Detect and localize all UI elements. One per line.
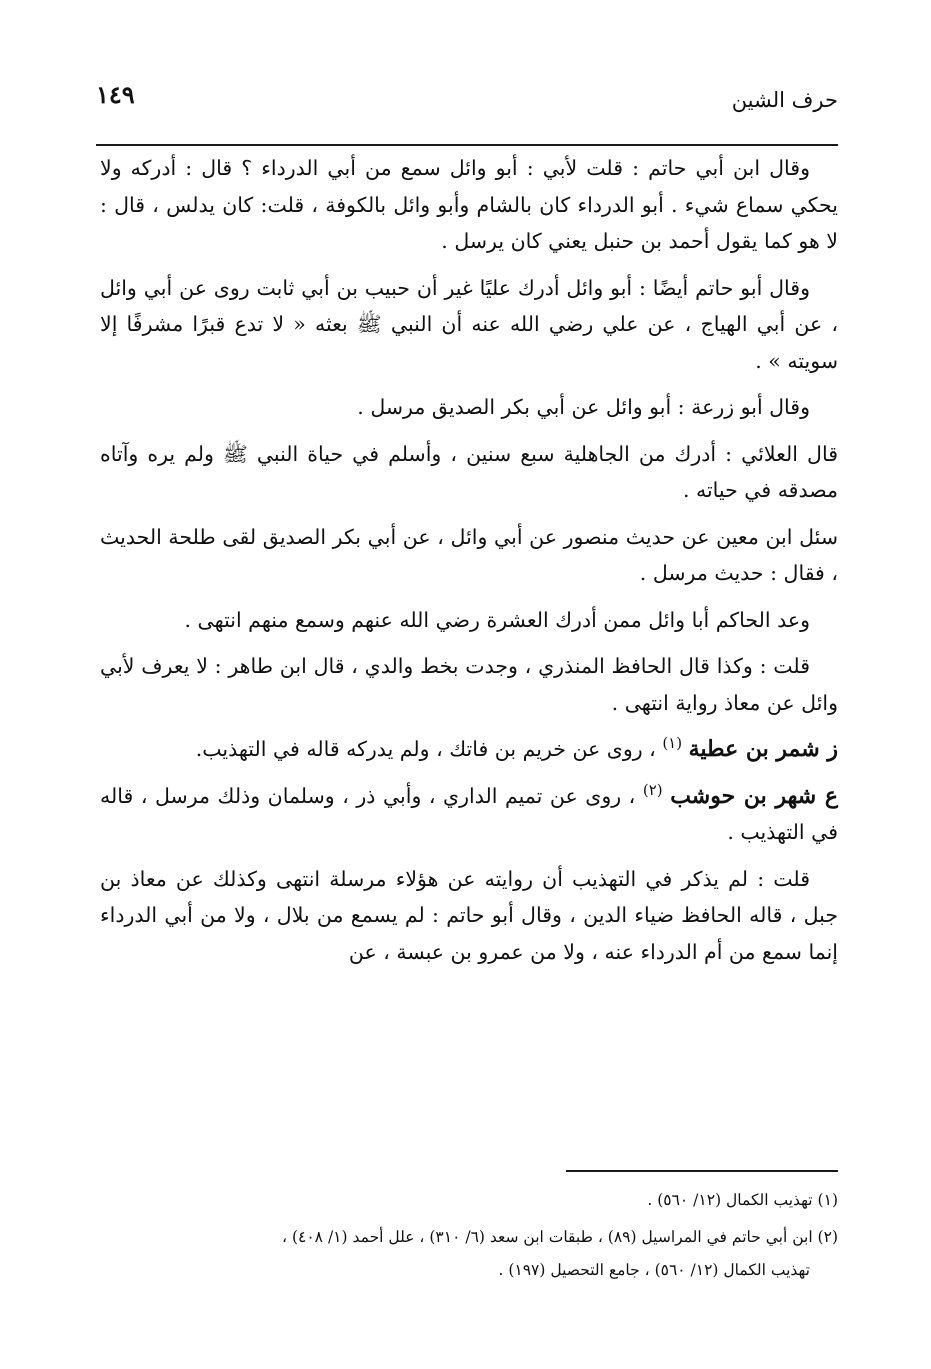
entry-name: ز شمر بن عطية [688,736,838,762]
footnote-ref[interactable]: (١) [662,734,683,753]
footnote-1 [96,1184,838,1217]
footnote-ref[interactable]: (٢) [642,780,663,799]
footnotes [96,1184,838,1291]
main-text [100,150,838,980]
paragraph-ibn-main: سئل ابن معين عن حديث منصور عن أبي وائل ، عن أبي بكر الصديق لقى طلحة الحديث ، فقال : حديث مرسل . [100,524,838,585]
header-rule [96,144,838,146]
footnote-text: (١) تهذيب الكمال (١٢/ ٥٦٠) . [647,1191,838,1209]
paragraph-closing: قلت : لم يذكر في التهذيب أن روايته عن هؤلاء مرسلة انتهى وكذلك عن معاذ بن جبل ، قاله الحافظ ضياء الدين ، وقال أبو حاتم : لم يسمع من بلال ، ولا من أبي الدرداء إنما سمع من أم الدرداء عنه ، ولا من عمرو بن عبسة ، عن [100,866,838,964]
running-title: حرف الشين [731,88,838,112]
footnote-text: (٢) ابن أبي حاتم في المراسيل (٨٩) ، طبقات ابن سعد (٦/ ٣١٠) ، علل أحمد (١/ ٤٠٨) ، [282,1228,838,1246]
paragraph-alai: قال العلائي : أدرك من الجاهلية سبع سنين ، وأسلم في حياة النبي ﷺ ولم يره وآتاه مصدقه في حياته . [100,441,838,502]
entry-text: ، روى عن خريم بن فاتك ، ولم يدركه قاله في التهذيب. [195,737,656,761]
paragraph-abu-zura: وقال أبو زرعة : أبو وائل عن أبي بكر الصديق مرسل . [357,395,810,419]
entry-shahr [100,778,838,851]
entry-text: ، روى عن تميم الداري ، وأبي ذر ، وسلمان وذلك مرسل ، قاله في التهذيب . [100,783,838,844]
footnote-continuation: تهذيب الكمال (١٢/ ٥٦٠) ، جامع التحصيل (١٩٧) . [498,1261,810,1279]
footnote-rule [566,1170,838,1172]
entry-shamir [100,731,838,768]
paragraph-mundhiri: قلت : وكذا قال الحافظ المنذري ، وجدت بخط والدي ، قال ابن طاهر : لا يعرف لأبي وائل عن معاذ رواية انتهى . [100,654,838,715]
paragraph-hakim: وعد الحاكم أبا وائل ممن أدرك العشرة رضي الله عنهم وسمع منهم انتهى . [184,607,810,632]
paragraph-ibn-abi-hatim: وقال ابن أبي حاتم : قلت لأبي : أبو وائل سمع من أبي الدرداء ؟ قال : أدركه ولا يحكي سماع شيء . أبو الدرداء كان بالشام وأبو وائل بالكوفة ، قلت: كان يدلس ، قال : لا هو كما يقول أحمد بن حنبل يعني كان يرسل . [100,156,838,253]
page-number: ١٤٩ [96,80,135,109]
paragraph-abu-hatim: وقال أبو حاتم أيضًا : أبو وائل أدرك عليًا غير أن حبيب بن أبي ثابت روى عن أبي وائل ، عن أبي الهياج ، عن علي رضي الله عنه أن النبي ﷺ بعثه « لا تدع قبرًا مشرفًا إلا سويته » . [100,275,838,373]
page-header [96,78,838,128]
footnote-2 [96,1221,838,1287]
entry-name: ع شهر بن حوشب [670,782,838,809]
